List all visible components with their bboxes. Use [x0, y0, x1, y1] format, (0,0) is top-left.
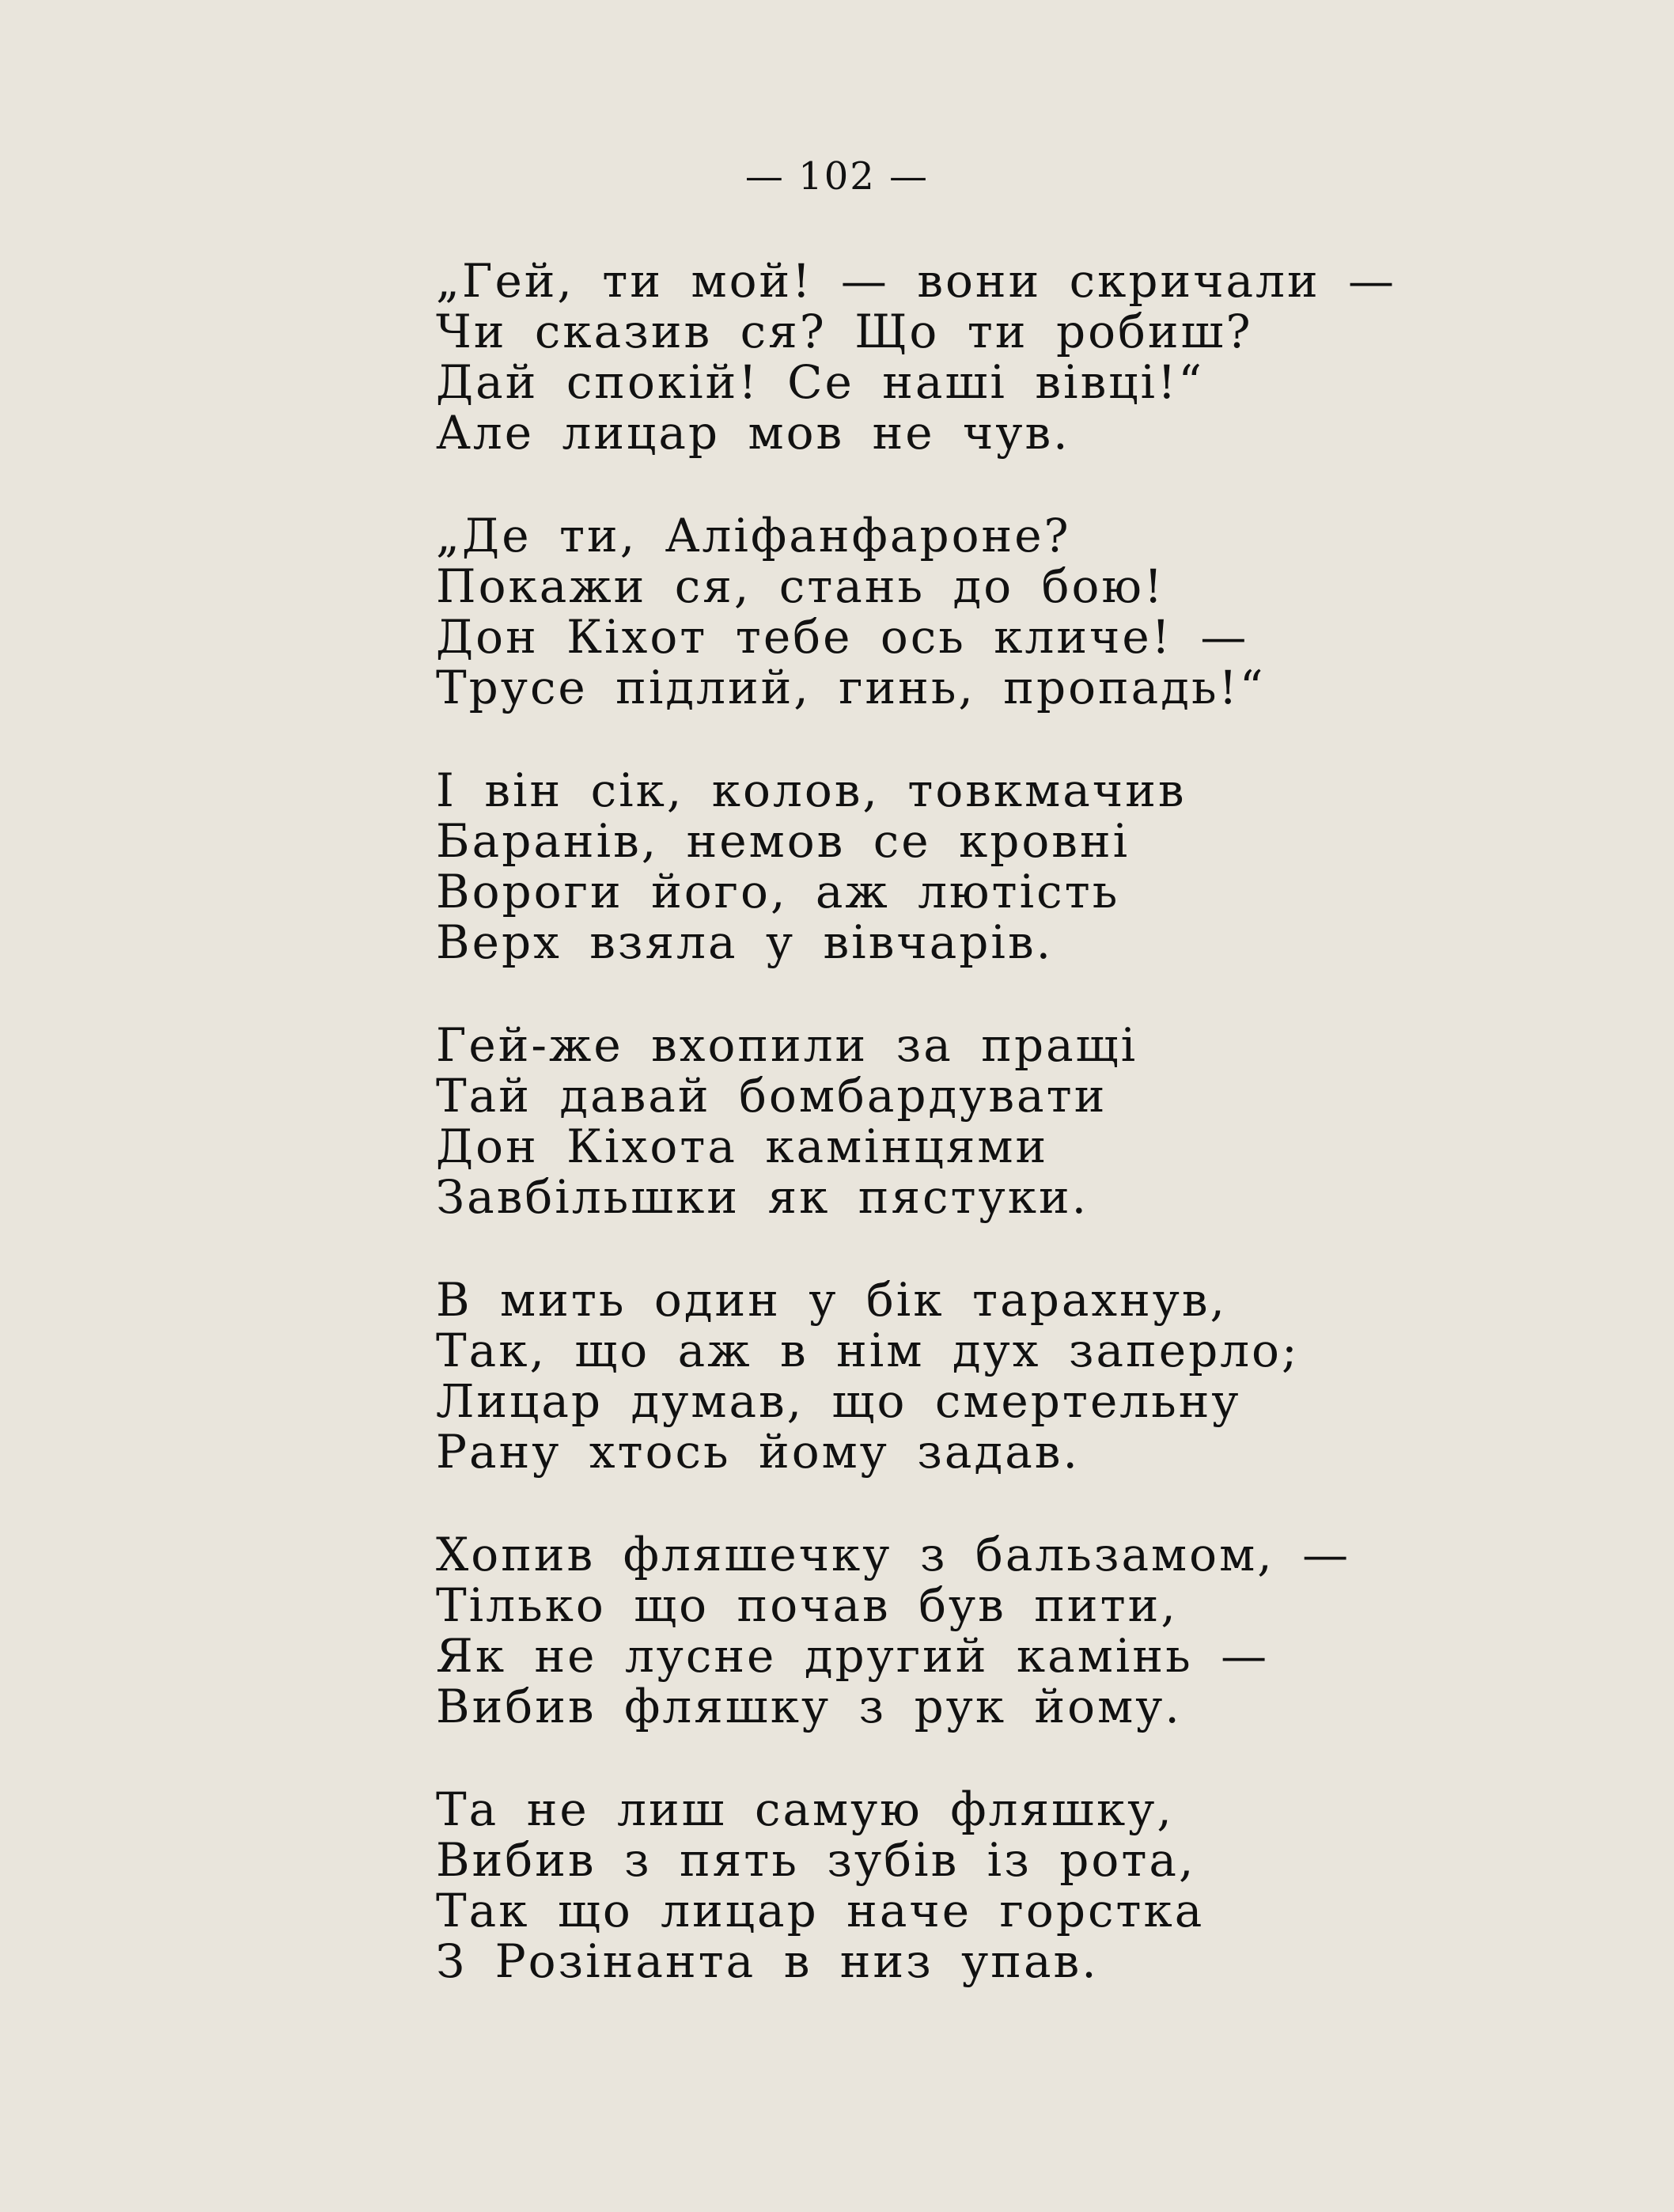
poem-line: Хопив фляшечку з бальзамом, —	[436, 1528, 1351, 1581]
poem-line: Так що лицар наче горстка	[436, 1884, 1205, 1937]
poem-line: В мить один у бік тарахнув,	[436, 1273, 1227, 1327]
poem-line: Вибив фляшку з рук йому.	[436, 1680, 1182, 1733]
poem-line: Тілько що почав був пити,	[436, 1578, 1178, 1632]
poem-line: Та не лиш самую фляшку,	[436, 1782, 1174, 1836]
stanza-2	[436, 510, 1623, 765]
poem-line: З Розінанта в низ упав.	[436, 1934, 1099, 1988]
poem-line: Дай спокій! Се наші вівці!“	[436, 355, 1205, 409]
page-number: — 102 —	[744, 154, 930, 199]
poem-line: Дон Кіхот тебе ось кличе! —	[436, 610, 1249, 664]
poem-line: Як не лусне другий камінь —	[436, 1629, 1270, 1683]
poem-line: Гей-же вхопили за пращі	[436, 1018, 1138, 1072]
poem-line: „Гей, ти мой! — вони скричали —	[436, 254, 1397, 308]
stanza-4	[436, 1020, 1623, 1275]
stanza-1	[436, 256, 1623, 510]
stanza-3	[436, 765, 1623, 1020]
poem-line: Вибив з пять зубів із рота,	[436, 1833, 1196, 1887]
poem-line: Вороги його, аж лютість	[436, 865, 1120, 919]
poem-line: Чи сказив ся? Що ти робиш?	[436, 305, 1253, 358]
poem-line: Але лицар мов не чув.	[436, 406, 1070, 460]
poem-line: Рану хтось йому задав.	[436, 1425, 1080, 1479]
poem-line: „Де ти, Аліфанфароне?	[436, 509, 1071, 562]
poem-line: Верх взяла у вівчарів.	[436, 915, 1054, 969]
poem-line: І він сік, колов, товкмачив	[436, 763, 1187, 817]
poem	[436, 256, 1623, 2039]
stanza-6	[436, 1529, 1623, 1784]
poem-line: Баранів, немов се кровні	[436, 814, 1131, 868]
stanza-5	[436, 1275, 1623, 1529]
poem-line: Завбільшки як пястуки.	[436, 1170, 1089, 1224]
stanza-7	[436, 1784, 1623, 2039]
poem-line: Покажи ся, стань до бою!	[436, 559, 1165, 613]
poem-line: Тай давай бомбардувати	[436, 1069, 1108, 1123]
poem-line: Трусе підлий, гинь, пропадь!“	[436, 661, 1266, 714]
poem-line: Дон Кіхота камінцями	[436, 1119, 1049, 1173]
poem-line: Так, що аж в нім дух заперло;	[436, 1324, 1300, 1377]
poem-line: Лицар думав, що смертельну	[436, 1374, 1241, 1428]
